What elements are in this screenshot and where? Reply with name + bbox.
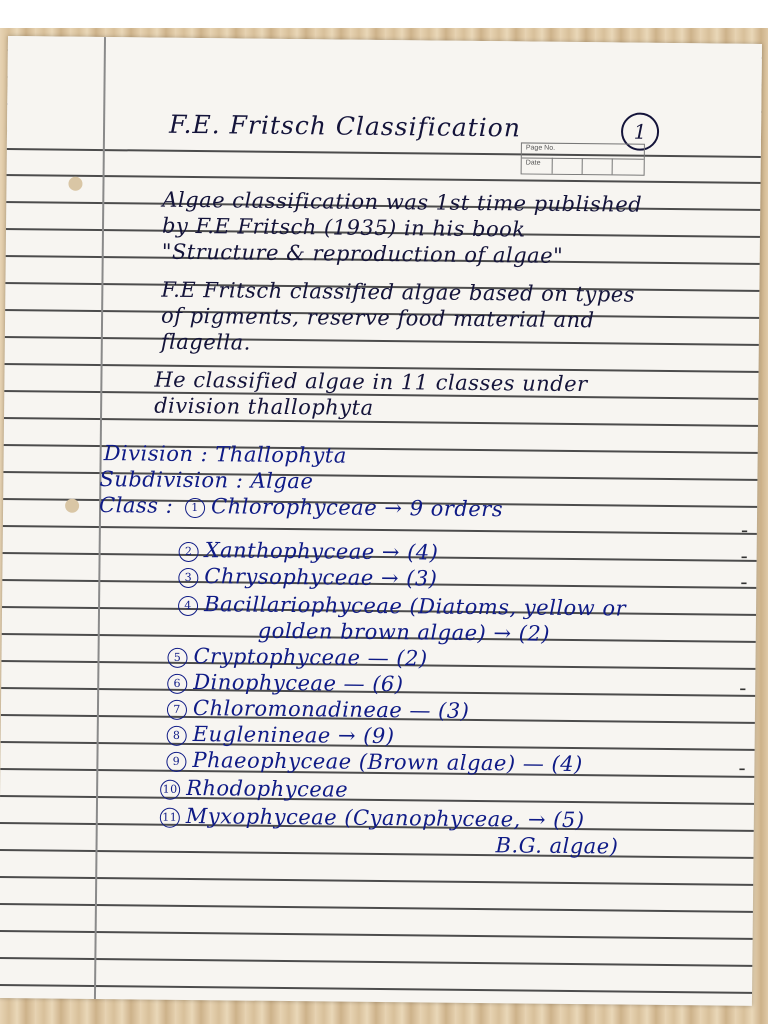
class-item: 6 Dinophyceae — (6)	[167, 670, 404, 696]
binder-hole	[65, 499, 79, 513]
notebook-page	[0, 36, 762, 1006]
class-prefix: Class :	[98, 493, 174, 518]
paragraph-line: He classified algae in 11 classes under	[154, 367, 588, 397]
class-item: 3 Chrysophyceae → (3)	[178, 564, 437, 591]
class-item: 2 Xanthophyceae → (4)	[179, 538, 439, 565]
edge-dash-mark: -	[738, 755, 746, 780]
class-item: 4 Bacillariophyceae (Diatoms, yellow or	[178, 592, 626, 621]
date-label: Date	[525, 159, 541, 167]
page-no-label: Page No.	[525, 144, 556, 152]
class-item: 10 Rhodophyceae	[160, 776, 348, 802]
page-number-circle: 1	[621, 112, 659, 150]
paragraph-line: division thallophyta	[154, 393, 374, 420]
paragraph-line: Algae classification was 1st time published	[162, 187, 643, 217]
paragraph-line: flagella.	[160, 329, 251, 355]
page-title: F.E. Fritsch Classification	[168, 109, 522, 143]
class-item-continuation: B.G. algae)	[495, 833, 619, 859]
edge-dash-mark: -	[739, 675, 747, 700]
class-item: 7 Chloromonadineae — (3)	[167, 696, 470, 723]
class-item-continuation: golden brown algae) → (2)	[257, 618, 551, 646]
division-line: Division : Thallophyta	[103, 441, 347, 468]
class-item: 8 Euglenineae → (9)	[167, 722, 395, 748]
binder-hole	[68, 177, 82, 191]
margin-line	[94, 37, 106, 999]
paragraph-line: F.E Fritsch classified algae based on types	[161, 277, 636, 307]
class-item: 11 Myxophyceae (Cyanophyceae, → (5)	[160, 804, 585, 832]
class-item: 1 Chlorophyceae → 9 orders	[185, 494, 503, 521]
paragraph-line: of pigments, reserve food material and	[160, 303, 595, 333]
class-item: 5 Cryptophyceae — (2)	[167, 644, 427, 671]
edge-dash-mark: -	[740, 543, 748, 568]
subdivision-line: Subdivision : Algae	[99, 467, 314, 494]
paragraph-line: "Structure & reproduction of algae"	[161, 239, 564, 268]
paragraph-line: by F.E Fritsch (1935) in his book	[161, 213, 526, 242]
class-item: 9 Phaeophyceae (Brown algae) — (4)	[166, 748, 583, 776]
edge-dash-mark: -	[740, 517, 749, 542]
page-date-box	[521, 142, 645, 175]
edge-dash-mark: -	[740, 569, 748, 594]
